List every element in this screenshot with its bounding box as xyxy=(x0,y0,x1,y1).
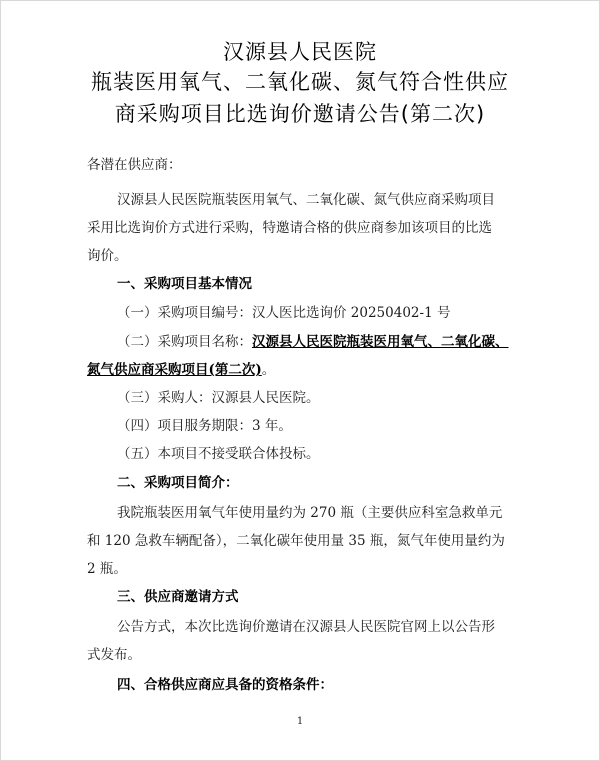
section1-item4: （四）项目服务期限：3 年。 xyxy=(117,418,292,434)
title-line-2: 瓶装医用氧气、二氧化碳、氮气符合性供应 xyxy=(91,70,509,94)
section1-item5: （五）本项目不接受联合体投标。 xyxy=(117,446,320,462)
section1-heading: 一、采购项目基本情况 xyxy=(117,276,252,292)
section1-item2 xyxy=(117,333,509,351)
section2-line-1: 我院瓶装医用氧气年使用量约为 270 瓶（主要供应科室急救单元 xyxy=(117,505,503,521)
section2-line-2: 和 120 急救车辆配备），二氧化碳年使用量 35 瓶，氮气年使用量约为 xyxy=(87,533,505,549)
section3-line-1: 公告方式，本次比选询价邀请在汉源县人民医院官网上以公告形 xyxy=(117,619,495,635)
intro-line-3: 询价。 xyxy=(87,248,128,264)
title-line-3: 商采购项目比选询价邀请公告(第二次) xyxy=(114,102,486,126)
section1-item2-end: 。 xyxy=(261,362,276,378)
page-number: 1 xyxy=(296,716,304,727)
section1-item2-cont xyxy=(87,361,275,379)
section1-item3: （三）采购人：汉源县人民医院。 xyxy=(117,390,320,406)
section1-item2-label: （二）采购项目名称： xyxy=(117,334,252,350)
section4-heading: 四、合格供应商应具备的资格条件： xyxy=(117,677,333,693)
section3-heading: 三、供应商邀请方式 xyxy=(117,589,239,605)
section2-line-3: 2 瓶。 xyxy=(87,561,127,577)
project-name-part2: 氮气供应商采购项目(第二次) xyxy=(87,362,262,378)
intro-line-2: 采用比选询价方式进行采购，特邀请合格的供应商参加该项目的比选 xyxy=(87,220,492,236)
section2-heading: 二、采购项目简介： xyxy=(117,475,239,491)
title-line-1: 汉源县人民医院 xyxy=(223,40,377,64)
section3-line-2: 式发布。 xyxy=(87,647,141,663)
greeting: 各潜在供应商： xyxy=(87,157,182,173)
project-name-part1: 汉源县人民医院瓶装医用氧气、二氧化碳、 xyxy=(252,334,509,350)
section1-item1: （一）采购项目编号：汉人医比选询价 20250402-1 号 xyxy=(117,305,451,321)
intro-line-1: 汉源县人民医院瓶装医用氧气、二氧化碳、氮气供应商采购项目 xyxy=(117,192,495,208)
